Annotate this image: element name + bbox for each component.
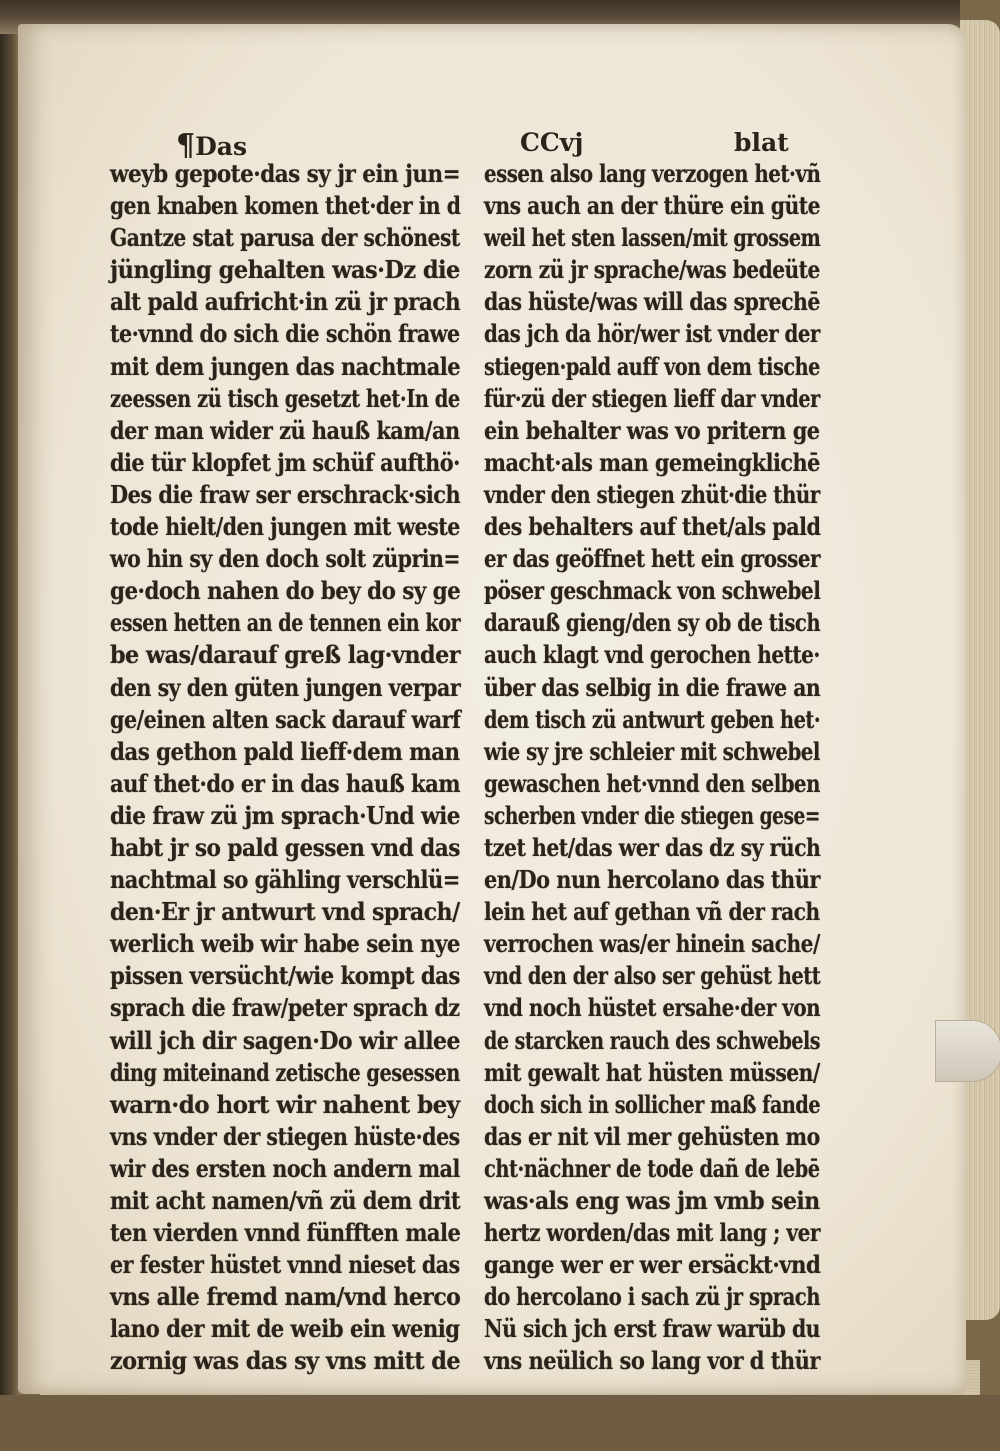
text-line: vnd noch hüstet ersahe·der von bbox=[484, 993, 821, 1023]
text-line: cht·nächner de tode dañ de lebē bbox=[484, 1153, 820, 1183]
text-line: er das geöffnet hett ein grosser bbox=[484, 544, 820, 574]
text-line: habt jr so pald gessen vnd das bbox=[110, 832, 460, 862]
text-line: für·zü der stiegen lieff dar vnder bbox=[484, 383, 820, 413]
text-line: alt pald aufricht·in zü jr prach bbox=[110, 287, 461, 317]
text-line: vns neülich so lang vor d thür bbox=[484, 1346, 820, 1376]
text-line: hertz worden/das mit lang ; ver bbox=[484, 1218, 820, 1248]
text-line: gen knaben komen thet·der in d bbox=[110, 191, 461, 221]
text-line: lein het auf gethan vñ der rach bbox=[484, 897, 820, 927]
text-line: gewaschen het·vnnd den selben bbox=[484, 768, 820, 798]
text-line: er fester hüstet vnnd nieset das bbox=[110, 1250, 460, 1280]
text-line: weyb gepote·das sy jr ein jun= bbox=[110, 159, 461, 188]
text-line: scherben vnder die stiegen gese= bbox=[484, 800, 820, 830]
text-column-right bbox=[484, 158, 918, 1378]
text-line: der man wider zü hauß kam/an bbox=[110, 415, 460, 445]
text-line: zorn zü jr sprache/was bedeüte bbox=[484, 255, 820, 285]
text-line: mit dem jungen das nachtmale bbox=[110, 351, 461, 381]
text-line: tode hielt/den jungen mit weste bbox=[110, 512, 460, 542]
text-line: ding miteinand zetische gesessen bbox=[110, 1057, 460, 1087]
text-line: lano der mit de weib ein wenig bbox=[110, 1314, 460, 1344]
text-line: über das selbig in die frawe an bbox=[484, 672, 821, 702]
text-line: mit acht namen/vñ zü dem drit bbox=[110, 1186, 461, 1215]
text-line: pissen versücht/wie kompt das bbox=[110, 961, 460, 991]
text-line: stiegen·pald auff von dem tische bbox=[484, 351, 820, 381]
text-line: will jch dir sagen·Do wir allee bbox=[110, 1025, 460, 1055]
header-left-text: Das bbox=[195, 132, 248, 161]
text-line: wo hin sy den doch solt züprin= bbox=[110, 544, 460, 574]
text-line: do hercolano i sach zü jr sprach bbox=[484, 1282, 821, 1312]
text-line: vns vnder der stiegen hüste·des bbox=[110, 1121, 460, 1151]
text-line: verrochen was/er hinein sache/ bbox=[484, 929, 820, 959]
text-line: was·als eng was jm vmb sein bbox=[484, 1186, 820, 1215]
text-line: das gethon pald lieff·dem man bbox=[110, 736, 460, 766]
text-line: Nü sich jch erst fraw warüb du bbox=[484, 1314, 820, 1344]
text-line: des behalters auf thet/als pald bbox=[484, 512, 821, 542]
text-line: doch sich in sollicher maß fande bbox=[484, 1089, 821, 1119]
text-line: ten vierden vnnd fünfften male bbox=[110, 1218, 461, 1248]
text-line: zeessen zü tisch gesetzt het·In de bbox=[110, 383, 460, 413]
text-line: vns alle fremd nam/vnd herco bbox=[110, 1282, 461, 1312]
bookmark-tab bbox=[935, 1020, 1000, 1082]
text-line: nachtmal so gähling verschlü= bbox=[110, 865, 460, 895]
text-line: en/Do nun hercolano das thür bbox=[484, 865, 820, 895]
text-line: wir des ersten noch andern mal bbox=[110, 1153, 460, 1183]
page-stack-edge bbox=[960, 20, 1000, 1320]
text-line: das er nit vil mer gehüsten mo bbox=[484, 1121, 820, 1151]
text-line: die tür klopfet jm schüf aufthö· bbox=[110, 447, 460, 477]
text-line: wie sy jre schleier mit schwebel bbox=[484, 736, 820, 766]
text-line: weil het sten lassen/mit grossem bbox=[484, 223, 821, 253]
text-line: zornig was das sy vns mitt de bbox=[110, 1346, 461, 1376]
text-line: jüngling gehalten was·Dz die bbox=[110, 255, 460, 285]
text-line: essen hetten an de tennen ein kor bbox=[110, 608, 461, 638]
text-line: ge·doch nahen do bey do sy ge bbox=[110, 576, 461, 606]
text-line: auch klagt vnd gerochen hette· bbox=[484, 640, 820, 670]
text-line: pöser geschmack von schwebel bbox=[484, 576, 821, 606]
text-line: dem tisch zü antwurt geben het· bbox=[484, 704, 821, 734]
folio-label: blat bbox=[734, 128, 789, 157]
text-line: vnd den der also ser gehüst hett bbox=[484, 961, 821, 991]
text-line: das hüste/was will das sprechē bbox=[484, 287, 820, 317]
text-line: den·Er jr antwurt vnd sprach/ bbox=[110, 897, 460, 927]
text-line: be was/darauf greß lag·vnder bbox=[110, 640, 460, 670]
text-line: das jch da hör/wer ist vnder der bbox=[484, 319, 820, 349]
text-line: die fraw zü jm sprach·Und wie bbox=[110, 800, 460, 830]
text-line: Gantze stat parusa der schönest bbox=[110, 223, 460, 253]
text-line: Des die fraw ser erschrack·sich bbox=[110, 479, 461, 509]
text-line: tzet het/das wer das dz sy rüch bbox=[484, 832, 821, 862]
text-line: gange wer er wer ersäckt·vnd bbox=[484, 1250, 821, 1280]
text-line: vnder den stiegen zhüt·die thür bbox=[484, 479, 820, 509]
text-line: werlich weib wir habe sein nye bbox=[110, 929, 460, 959]
text-line: de starcken rauch des schwebels bbox=[484, 1025, 821, 1055]
folio-number: CCvj bbox=[520, 128, 584, 157]
text-line: warn·do hort wir nahent bey bbox=[110, 1089, 460, 1119]
text-line: essen also lang verzogen het·vñ bbox=[484, 159, 821, 188]
text-line: ein behalter was vo pritern ge bbox=[484, 415, 820, 445]
text-line: macht·als man gemeingklichē bbox=[484, 447, 820, 477]
text-line: mit gewalt hat hüsten müssen/ bbox=[484, 1057, 820, 1087]
text-line: darauß gieng/den sy ob de tisch bbox=[484, 608, 821, 638]
text-line: ge/einen alten sack darauf warf bbox=[110, 704, 461, 734]
text-line: den sy den güten jungen verpar bbox=[110, 672, 461, 702]
text-line: auf thet·do er in das hauß kam bbox=[110, 768, 461, 798]
scan-background bbox=[0, 1395, 1000, 1451]
text-line: vns auch an der thüre ein güte bbox=[484, 191, 821, 221]
text-line: te·vnnd do sich die schön frawe bbox=[110, 319, 460, 349]
text-line: sprach die fraw/peter sprach dz bbox=[110, 993, 460, 1023]
paragraph-mark: ¶ bbox=[176, 128, 196, 163]
book-binding-edge bbox=[0, 0, 20, 1451]
